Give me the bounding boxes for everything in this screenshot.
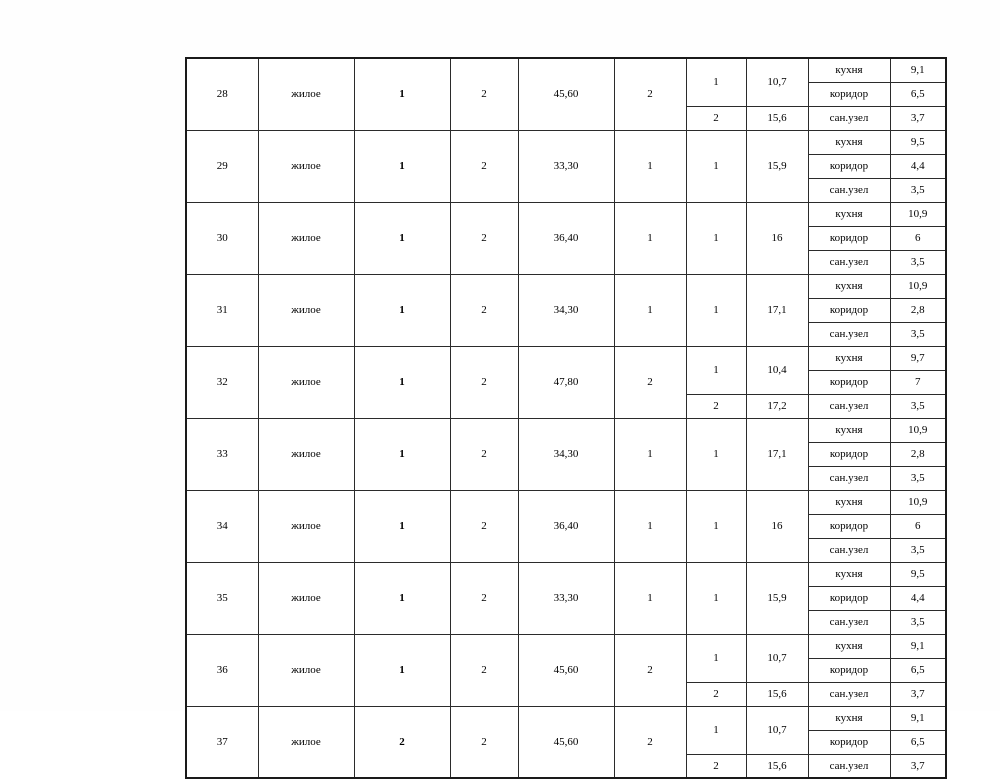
cell-number: 30: [186, 202, 258, 274]
cell-number: 34: [186, 490, 258, 562]
cell-room-number: 2: [686, 682, 746, 706]
cell-premise-area: 9,1: [890, 634, 946, 658]
cell-premise-name: коридор: [808, 442, 890, 466]
cell-designation: жилое: [258, 346, 354, 418]
cell-premise-name: сан.узел: [808, 106, 890, 130]
cell-floor: 1: [354, 418, 450, 490]
cell-premise-area: 3,7: [890, 106, 946, 130]
cell-premise-name: кухня: [808, 418, 890, 442]
cell-premise-name: коридор: [808, 154, 890, 178]
cell-total-area: 33,30: [518, 130, 614, 202]
cell-rooms-count: 2: [614, 634, 686, 706]
cell-floor: 1: [354, 274, 450, 346]
cell-number: 31: [186, 274, 258, 346]
cell-premise-name: сан.узел: [808, 466, 890, 490]
cell-room-number: 1: [686, 202, 746, 274]
cell-premise-area: 2,8: [890, 442, 946, 466]
cell-premise-name: коридор: [808, 586, 890, 610]
cell-designation: жилое: [258, 418, 354, 490]
table-row: [186, 202, 946, 226]
cell-entrance: 2: [450, 58, 518, 130]
cell-premise-name: кухня: [808, 202, 890, 226]
table-row: [186, 346, 946, 370]
cell-premise-name: кухня: [808, 490, 890, 514]
cell-premise-area: 3,5: [890, 394, 946, 418]
cell-rooms-count: 1: [614, 202, 686, 274]
cell-floor: 1: [354, 346, 450, 418]
cell-entrance: 2: [450, 202, 518, 274]
cell-premise-area: 9,1: [890, 58, 946, 82]
cell-room-number: 1: [686, 634, 746, 682]
cell-room-area: 10,4: [746, 346, 808, 394]
cell-designation: жилое: [258, 274, 354, 346]
cell-room-number: 2: [686, 394, 746, 418]
cell-premise-area: 3,5: [890, 538, 946, 562]
cell-entrance: 2: [450, 706, 518, 778]
cell-premise-area: 3,5: [890, 250, 946, 274]
cell-designation: жилое: [258, 202, 354, 274]
cell-premise-area: 6,5: [890, 730, 946, 754]
cell-premise-name: коридор: [808, 226, 890, 250]
cell-room-area: 10,7: [746, 706, 808, 754]
cell-premise-area: 6,5: [890, 82, 946, 106]
cell-premise-area: 7: [890, 370, 946, 394]
cell-premise-name: коридор: [808, 730, 890, 754]
cell-premise-name: сан.узел: [808, 682, 890, 706]
table-row: [186, 490, 946, 514]
cell-premise-area: 9,7: [890, 346, 946, 370]
cell-room-area: 15,9: [746, 562, 808, 634]
cell-number: 28: [186, 58, 258, 130]
cell-premise-name: кухня: [808, 346, 890, 370]
cell-total-area: 34,30: [518, 274, 614, 346]
cell-premise-area: 6: [890, 514, 946, 538]
cell-premise-name: кухня: [808, 274, 890, 298]
cell-premise-name: сан.узел: [808, 610, 890, 634]
cell-premise-name: сан.узел: [808, 250, 890, 274]
cell-entrance: 2: [450, 418, 518, 490]
cell-room-number: 1: [686, 130, 746, 202]
cell-premise-area: 3,5: [890, 466, 946, 490]
table-container: [185, 57, 945, 779]
cell-room-area: 16: [746, 202, 808, 274]
cell-rooms-count: 2: [614, 706, 686, 778]
cell-room-number: 2: [686, 754, 746, 778]
apartment-table: [185, 57, 947, 779]
cell-room-number: 1: [686, 562, 746, 634]
cell-rooms-count: 1: [614, 418, 686, 490]
cell-room-area: 17,1: [746, 274, 808, 346]
cell-premise-name: сан.узел: [808, 322, 890, 346]
cell-room-number: 1: [686, 490, 746, 562]
cell-floor: 1: [354, 202, 450, 274]
cell-premise-name: коридор: [808, 82, 890, 106]
table-row: [186, 130, 946, 154]
cell-number: 33: [186, 418, 258, 490]
cell-room-area: 17,2: [746, 394, 808, 418]
cell-room-area: 10,7: [746, 634, 808, 682]
cell-designation: жилое: [258, 562, 354, 634]
cell-premise-area: 10,9: [890, 418, 946, 442]
cell-room-area: 15,6: [746, 106, 808, 130]
cell-premise-area: 6,5: [890, 658, 946, 682]
cell-entrance: 2: [450, 490, 518, 562]
cell-total-area: 33,30: [518, 562, 614, 634]
cell-floor: 1: [354, 130, 450, 202]
cell-room-number: 1: [686, 706, 746, 754]
cell-entrance: 2: [450, 562, 518, 634]
cell-premise-name: сан.узел: [808, 178, 890, 202]
cell-entrance: 2: [450, 274, 518, 346]
cell-floor: 1: [354, 490, 450, 562]
cell-floor: 2: [354, 706, 450, 778]
cell-premise-name: сан.узел: [808, 394, 890, 418]
cell-premise-area: 9,5: [890, 130, 946, 154]
cell-room-number: 1: [686, 346, 746, 394]
cell-room-area: 15,6: [746, 682, 808, 706]
cell-total-area: 45,60: [518, 706, 614, 778]
cell-total-area: 34,30: [518, 418, 614, 490]
cell-number: 29: [186, 130, 258, 202]
cell-premise-area: 2,8: [890, 298, 946, 322]
table-row: [186, 274, 946, 298]
cell-rooms-count: 1: [614, 562, 686, 634]
cell-floor: 1: [354, 634, 450, 706]
table-row: [186, 418, 946, 442]
cell-premise-area: 3,5: [890, 610, 946, 634]
cell-room-number: 1: [686, 418, 746, 490]
cell-designation: жилое: [258, 130, 354, 202]
cell-premise-name: кухня: [808, 130, 890, 154]
cell-premise-area: 10,9: [890, 274, 946, 298]
cell-premise-name: кухня: [808, 634, 890, 658]
cell-premise-name: кухня: [808, 562, 890, 586]
cell-premise-name: коридор: [808, 298, 890, 322]
cell-entrance: 2: [450, 346, 518, 418]
cell-floor: 1: [354, 58, 450, 130]
cell-total-area: 45,60: [518, 58, 614, 130]
table-row: [186, 562, 946, 586]
cell-premise-area: 9,1: [890, 706, 946, 730]
cell-premise-area: 9,5: [890, 562, 946, 586]
cell-designation: жилое: [258, 58, 354, 130]
cell-designation: жилое: [258, 706, 354, 778]
cell-total-area: 36,40: [518, 490, 614, 562]
table-row: [186, 634, 946, 658]
cell-room-area: 17,1: [746, 418, 808, 490]
cell-premise-area: 4,4: [890, 154, 946, 178]
cell-number: 37: [186, 706, 258, 778]
cell-premise-area: 3,7: [890, 682, 946, 706]
cell-premise-area: 3,5: [890, 322, 946, 346]
table-row: [186, 58, 946, 82]
cell-room-number: 2: [686, 106, 746, 130]
cell-designation: жилое: [258, 634, 354, 706]
cell-rooms-count: 2: [614, 346, 686, 418]
cell-rooms-count: 2: [614, 58, 686, 130]
cell-premise-name: коридор: [808, 370, 890, 394]
cell-floor: 1: [354, 562, 450, 634]
cell-room-area: 16: [746, 490, 808, 562]
cell-premise-name: кухня: [808, 58, 890, 82]
cell-premise-name: коридор: [808, 658, 890, 682]
cell-number: 32: [186, 346, 258, 418]
cell-room-number: 1: [686, 58, 746, 106]
cell-number: 35: [186, 562, 258, 634]
cell-room-number: 1: [686, 274, 746, 346]
cell-rooms-count: 1: [614, 130, 686, 202]
cell-total-area: 47,80: [518, 346, 614, 418]
cell-premise-area: 3,7: [890, 754, 946, 778]
cell-rooms-count: 1: [614, 274, 686, 346]
cell-premise-area: 4,4: [890, 586, 946, 610]
cell-room-area: 15,9: [746, 130, 808, 202]
cell-room-area: 10,7: [746, 58, 808, 106]
cell-premise-name: сан.узел: [808, 754, 890, 778]
cell-room-area: 15,6: [746, 754, 808, 778]
cell-premise-area: 10,9: [890, 490, 946, 514]
cell-premise-name: сан.узел: [808, 538, 890, 562]
cell-entrance: 2: [450, 634, 518, 706]
cell-premise-area: 10,9: [890, 202, 946, 226]
cell-total-area: 45,60: [518, 634, 614, 706]
cell-number: 36: [186, 634, 258, 706]
cell-rooms-count: 1: [614, 490, 686, 562]
cell-total-area: 36,40: [518, 202, 614, 274]
table-row: [186, 706, 946, 730]
cell-premise-name: кухня: [808, 706, 890, 730]
cell-designation: жилое: [258, 490, 354, 562]
cell-premise-name: коридор: [808, 514, 890, 538]
cell-premise-area: 6: [890, 226, 946, 250]
cell-premise-area: 3,5: [890, 178, 946, 202]
cell-entrance: 2: [450, 130, 518, 202]
